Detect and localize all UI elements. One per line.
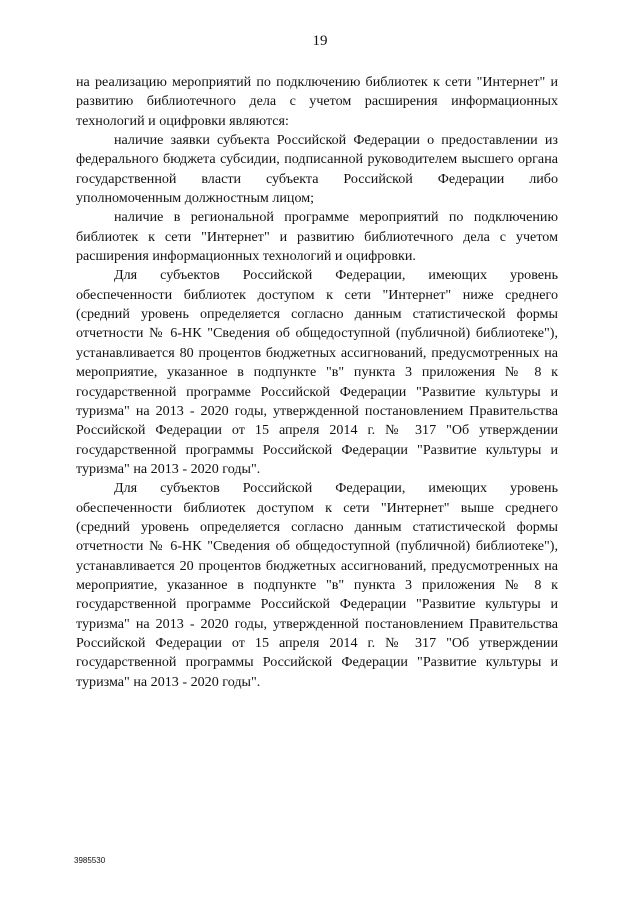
paragraph-continuation: на реализацию мероприятий по подключению библиотек к сети "Интернет" и развитию библиотечного дела с учетом расширения информационных технологий и оцифровки являются: xyxy=(76,74,558,129)
document-body xyxy=(76,73,558,692)
paragraph-below-average: Для субъектов Российской Федерации, имеющих уровень обеспеченности библиотек доступом к сети "Интернет" ниже среднего (средний уровень определяется согласно данным статистической формы отчетности № 6-НК "Сведения об общедоступной (публичной) библиотеке"), устанавливается 80 процентов бюджетных ассигнований, предусмотренных на мероприятие, указанное в подпункте "в" пункта 3 приложения № 8 к государственной программе Российской Федерации "Развитие культуры и туризма" на 2013 - 2020 годы, утвержденной постановлением Правительства Российской Федерации от 15 апреля 2014 г. № 317 "Об утверждении государственной программы Российской Федерации "Развитие культуры и туризма" на 2013 - 2020 годы". xyxy=(76,267,558,477)
paragraph-condition-application: наличие заявки субъекта Российской Федерации о предоставлении из федерального бюджета субсидии, подписанной руководителем высшего органа государственной власти субъекта Российской Федерации либо уполномоченным должностным лицом; xyxy=(76,132,558,207)
page-number: 19 xyxy=(312,33,328,49)
paragraph-above-average: Для субъектов Российской Федерации, имеющих уровень обеспеченности библиотек доступом к сети "Интернет" выше среднего (средний уровень определяется согласно данным статистической формы отчетности № 6-НК "Сведения об общедоступной (публичной) библиотеке"), устанавливается 20 процентов бюджетных ассигнований, предусмотренных на мероприятие, указанное в подпункте "в" пункта 3 приложения № 8 к государственной программе Российской Федерации "Развитие культуры и туризма" на 2013 - 2020 годы, утвержденной постановлением Правительства Российской Федерации от 15 апреля 2014 г. № 317 "Об утверждении государственной программы Российской Федерации "Развитие культуры и туризма" на 2013 - 2020 годы". xyxy=(76,480,558,690)
paragraph-condition-program: наличие в региональной программе мероприятий по подключению библиотек к сети "Интернет" и развитию библиотечного дела с учетом расширения информационных технологий и оцифровки. xyxy=(76,209,558,265)
document-code: 3985530 xyxy=(74,856,106,865)
